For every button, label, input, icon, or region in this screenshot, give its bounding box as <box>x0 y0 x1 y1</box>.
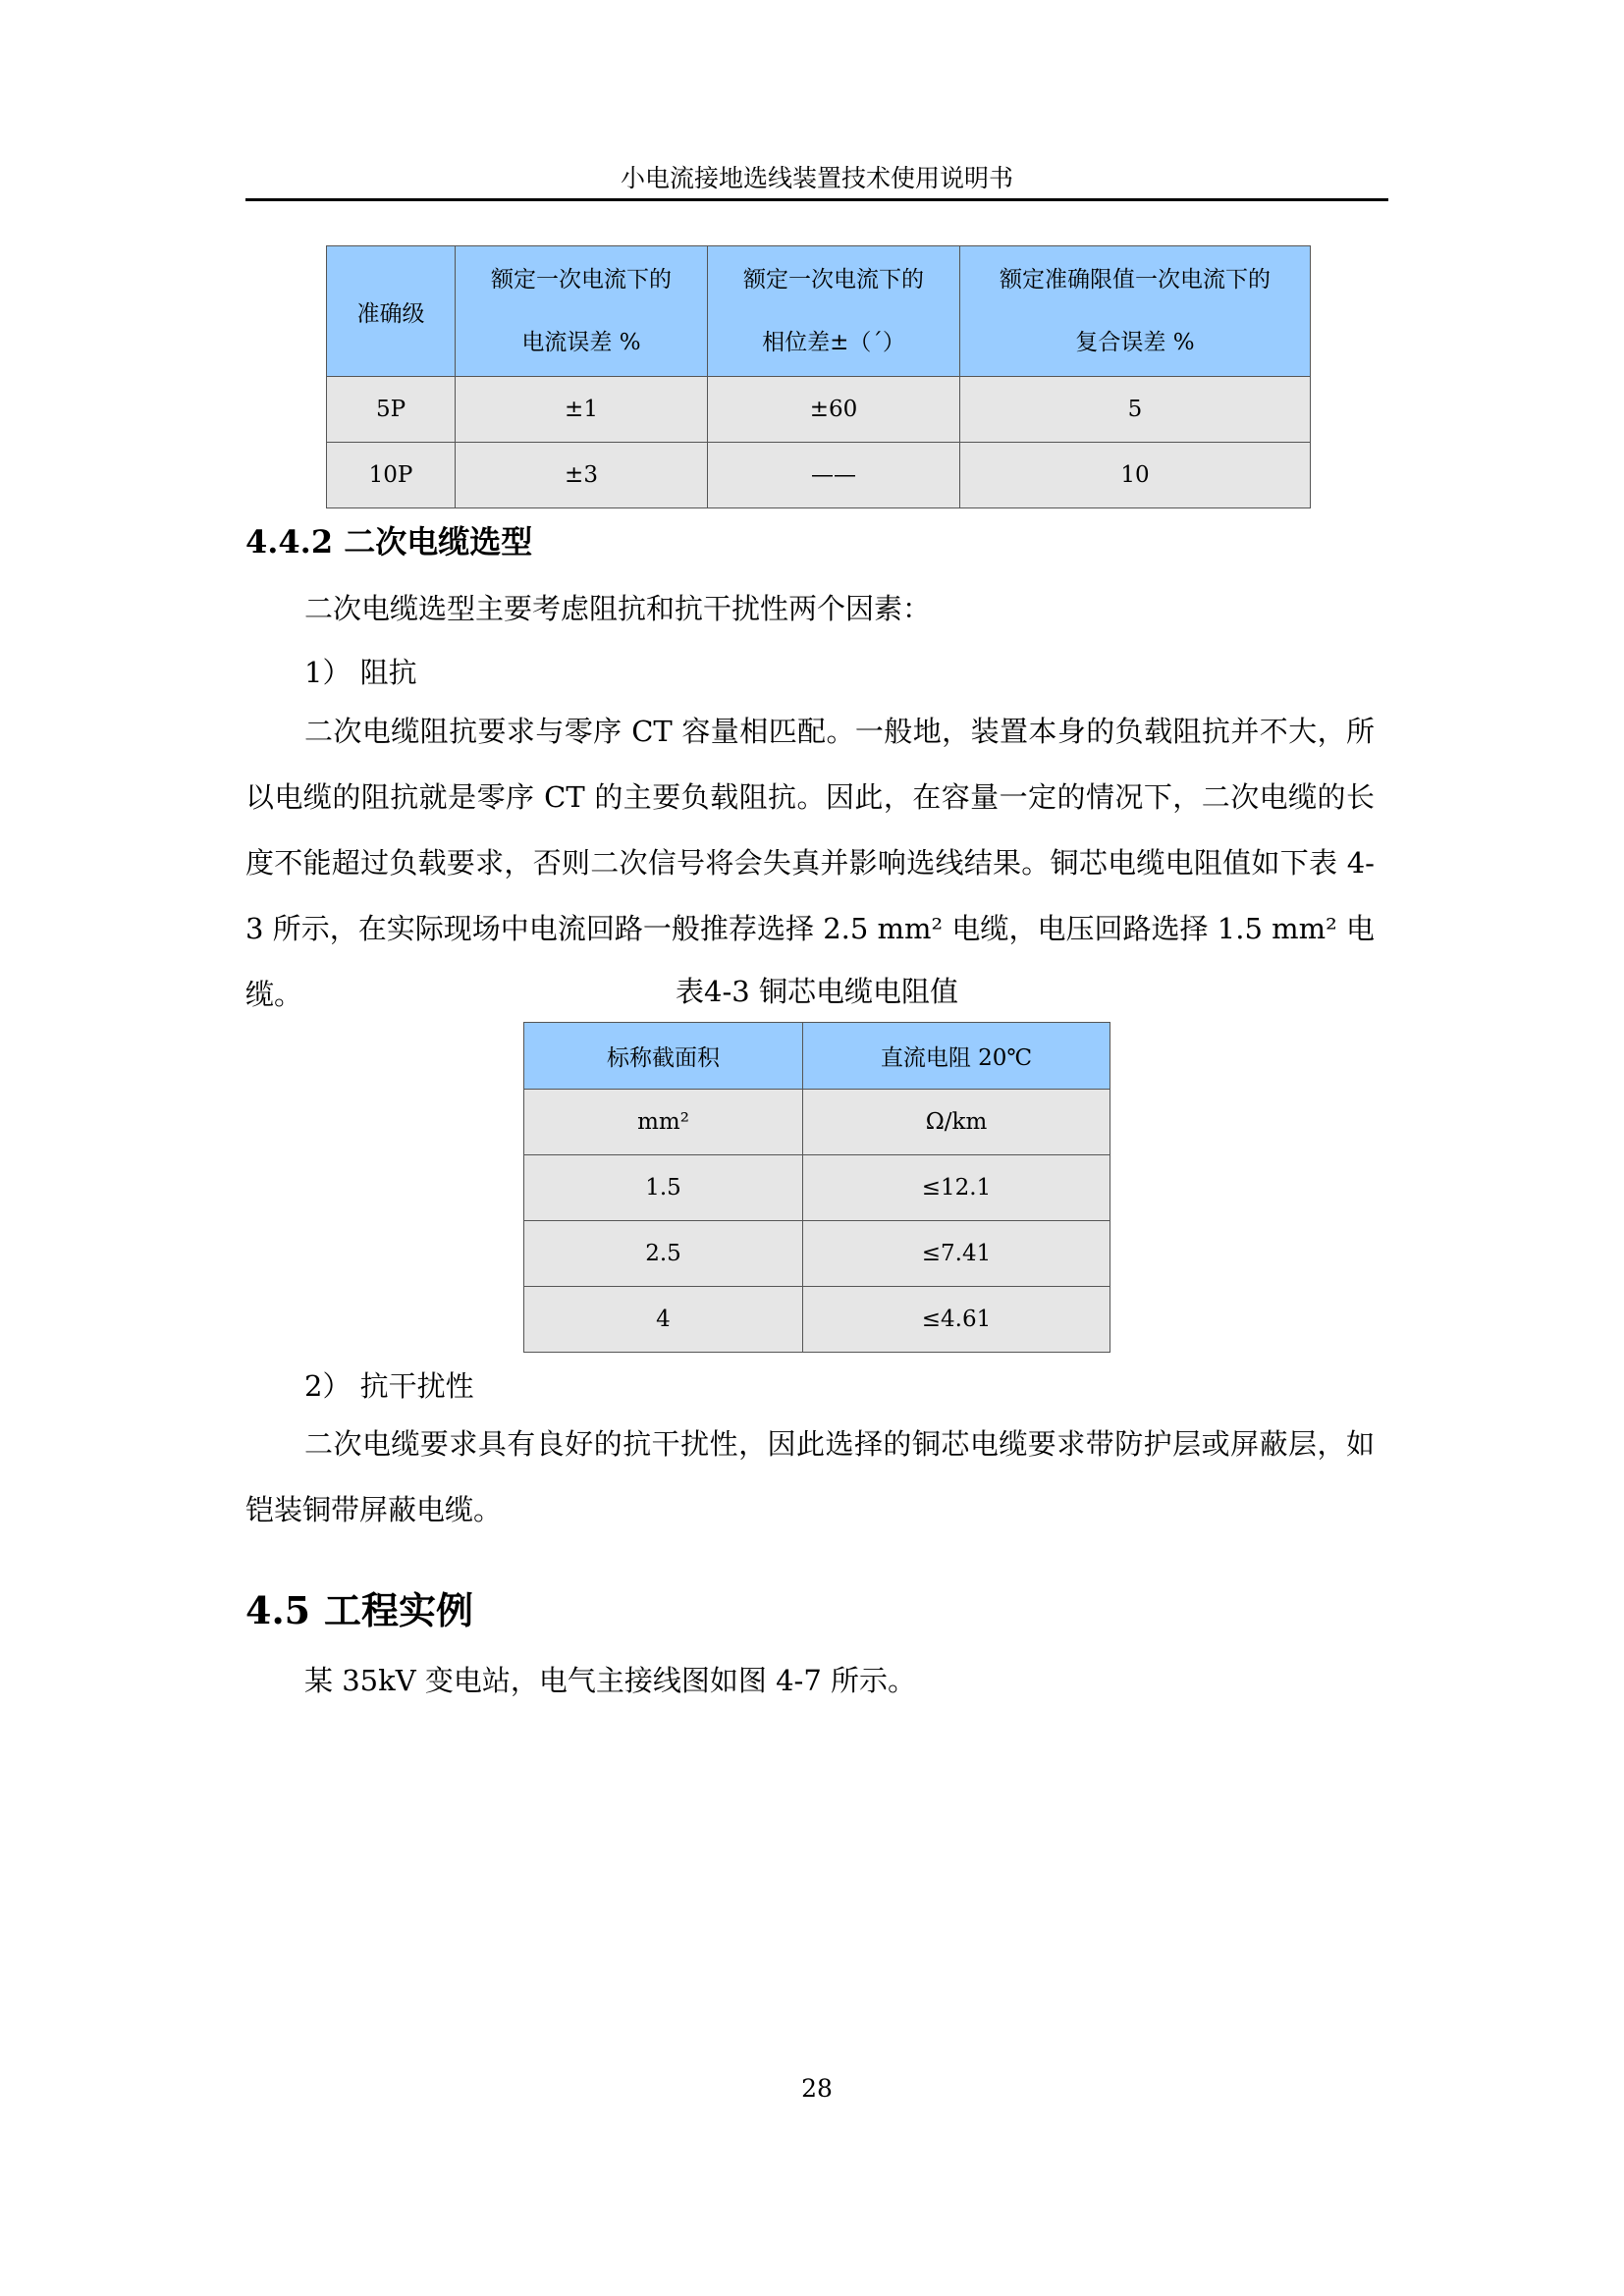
table-cell: ≤7.41 <box>803 1221 1110 1287</box>
cable-resistance-table <box>523 1022 1110 1353</box>
table-cell: ±1 <box>456 377 708 443</box>
header-cell: 准确级 <box>327 246 456 377</box>
table-cell: 1.5 <box>524 1155 803 1221</box>
table-row <box>327 377 1311 443</box>
table-row <box>524 1155 1110 1221</box>
table-row <box>524 1287 1110 1353</box>
header-cell: 直流电阻 20℃ <box>803 1023 1110 1090</box>
table-cell: 2.5 <box>524 1221 803 1287</box>
table-caption: 表4-3 铜芯电缆电阻值 <box>676 975 958 1008</box>
table-cell: 10P <box>327 443 456 508</box>
section-intro: 二次电缆选型主要考虑阻抗和抗干扰性两个因素： <box>304 592 932 625</box>
section-heading-4-5 <box>245 1585 473 1636</box>
table-row <box>524 1090 1110 1155</box>
page-header: 小电流接地选线装置技术使用说明书 <box>620 164 1013 192</box>
page-number: 28 <box>801 2074 833 2103</box>
section-title: 工程实例 <box>324 1588 474 1632</box>
table-row <box>327 443 1311 508</box>
table-header-row <box>327 246 1311 377</box>
section-number: 4.5 <box>245 1588 311 1632</box>
table-cell: 5P <box>327 377 456 443</box>
table-cell: 4 <box>524 1287 803 1353</box>
table-cell: ≤4.61 <box>803 1287 1110 1353</box>
header-cell: 标称截面积 <box>524 1023 803 1090</box>
list-item-anti-interference: 2） 抗干扰性 <box>304 1369 474 1403</box>
table-cell: ≤12.1 <box>803 1155 1110 1221</box>
table-cell: mm² <box>524 1090 803 1155</box>
accuracy-class-table <box>326 245 1311 508</box>
list-item-impedance: 1） 阻抗 <box>304 656 417 689</box>
table-cell: 10 <box>960 443 1311 508</box>
table-row <box>524 1221 1110 1287</box>
paragraph-impedance: 二次电缆阻抗要求与零序 CT 容量相匹配。一般地，装置本身的负载阻抗并不大，所以电缆的阻抗就是零序 CT 的主要负载阻抗。因此，在容量一定的情况下，二次电缆的长度不能超过负载要求，否则二次信号将会失真并影响选线结果。铜芯电缆电阻值如下表 4-3 所示，在实际现场中电流回路一般推荐选择 2.5 mm² 电缆，电压回路选择 1.5 mm² 电缆。 <box>245 715 1375 1011</box>
section-heading-4-4-2: 4.4.2 二次电缆选型 <box>245 523 533 561</box>
table-cell: 5 <box>960 377 1311 443</box>
header-rule <box>245 198 1388 201</box>
table-cell: —— <box>708 443 960 508</box>
paragraph-engineering-example: 某 35kV 变电站，电气主接线图如图 4-7 所示。 <box>304 1664 916 1697</box>
header-cell: 额定一次电流下的 电流误差 % <box>456 246 708 377</box>
table-header-row <box>524 1023 1110 1090</box>
header-cell: 额定准确限值一次电流下的 复合误差 % <box>960 246 1311 377</box>
table-cell: ±60 <box>708 377 960 443</box>
table-cell: ±3 <box>456 443 708 508</box>
header-cell: 额定一次电流下的 相位差±（ˊ） <box>708 246 960 377</box>
table-cell: Ω/km <box>803 1090 1110 1155</box>
paragraph-anti-interference: 二次电缆要求具有良好的抗干扰性，因此选择的铜芯电缆要求带防护层或屏蔽层，如铠装铜带屏蔽电缆。 <box>245 1427 1375 1526</box>
